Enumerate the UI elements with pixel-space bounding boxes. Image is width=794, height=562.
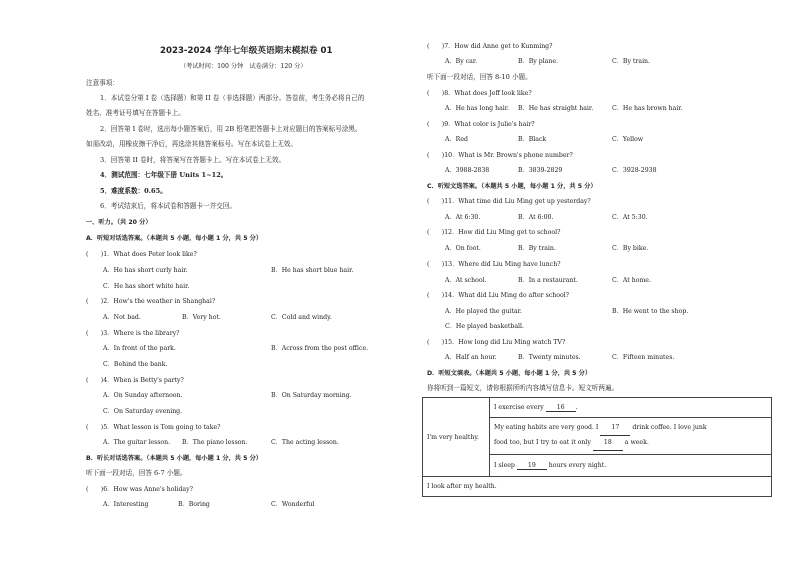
q6-option-a: A．Interesting xyxy=(103,501,149,508)
notice-5: 5．难度系数：0.65。 xyxy=(100,187,167,195)
answer-blank-17[interactable]: 17 xyxy=(600,421,630,436)
q3-option-a: A．In front of the park. xyxy=(103,345,176,352)
question-11: ( )11．What time did Liu Ming get up yesterday? xyxy=(427,198,591,205)
question-8: ( )8．What does Jeff look like? xyxy=(427,90,532,97)
q5-option-a: A．The guitar lesson. xyxy=(103,439,171,446)
section-d-intro: 你将听到一篇短文，请你根据所听内容填写信息卡。短文听两遍。 xyxy=(427,384,619,392)
notice-2-cont: 如需改动，用橡皮擦干净后，再选涂其他答案标号。写在本试卷上无效。 xyxy=(86,140,297,148)
q11-option-b: B．At 6:00. xyxy=(518,214,554,221)
q14-option-a: A．He played the guitar. xyxy=(445,308,522,315)
q4-option-c: C．On Saturday evening. xyxy=(103,408,183,415)
q12-option-a: A．On foot. xyxy=(445,245,481,252)
notice-6: 6．考试结束后，将本试卷和答题卡一并交回。 xyxy=(100,202,237,210)
answer-blank-18[interactable]: 18 xyxy=(593,436,623,451)
q3-option-b: B．Across from the post office. xyxy=(271,345,369,352)
notice-2: 2．回答第 I 卷时，选出每小题答案后，用 2B 铅笔把答题卡上对应题目的答案标号涂黑。 xyxy=(100,125,362,133)
section-b-heading: B．听长对话选答案。（本题共 5 小题，每小题 1 分，共 5 分） xyxy=(86,455,262,462)
q15-option-c: C．Fifteen minutes. xyxy=(612,354,675,361)
notice-4: 4．测试范围：七年级下册 Units 1~12。 xyxy=(100,171,228,179)
q7-option-b: B．By plane. xyxy=(518,58,558,65)
q7-option-c: C．By train. xyxy=(612,58,650,65)
question-6: ( )6．How was Anne's holiday? xyxy=(86,486,193,493)
q7-option-a: A．By car. xyxy=(445,58,478,65)
question-14: ( )14．What did Liu Ming do after school? xyxy=(427,292,569,299)
answer-blank-19[interactable]: 19 xyxy=(517,462,547,470)
q9-option-c: C．Yellow xyxy=(612,136,644,143)
q2-option-b: B．Very hot. xyxy=(182,314,221,321)
question-2: ( )2．How's the weather in Shanghai? xyxy=(86,298,216,305)
table-bottom-cell: I look after my health. xyxy=(423,477,772,497)
table-left-cell: I'm very healthy. xyxy=(423,398,490,477)
notice-1: 1．本试卷分第 I 卷（选择题）和第 II 卷（非选择题）两部分。答卷前，考生务必将自己的 xyxy=(100,94,365,102)
question-10: ( )10．What is Mr. Brown's phone number? xyxy=(427,152,573,159)
q10-option-b: B．3839-2829 xyxy=(518,167,563,174)
question-13: ( )13．Where did Liu Ming have lunch? xyxy=(427,261,561,268)
q10-option-c: C．3928-2938 xyxy=(612,167,657,174)
table-row-exercise: I exercise every 16 . xyxy=(490,398,772,418)
q8-option-c: C．He has brown hair. xyxy=(612,105,683,112)
q14-option-b: B．He went to the shop. xyxy=(612,308,689,315)
section-d-heading: D．听短文填表。（本题共 5 小题，每小题 1 分，共 5 分） xyxy=(427,370,592,377)
q2-option-c: C．Cold and windy. xyxy=(271,314,332,321)
q4-option-b: B．On Saturday morning. xyxy=(271,392,352,399)
q4-option-a: A．On Sunday afternoon. xyxy=(103,392,183,399)
notice-3: 3．回答第 II 卷时，将答案写在答题卡上。写在本试卷上无效。 xyxy=(100,156,286,164)
question-15: ( )15．How long did Liu Ming watch TV? xyxy=(427,339,566,346)
notice-1-cont: 姓名、准考证号填写在答题卡上。 xyxy=(86,109,185,117)
q13-option-a: A．At school. xyxy=(445,277,487,284)
q2-option-a: A．Not bad. xyxy=(103,314,141,321)
section-c-heading: C．听短文选答案。（本题共 5 小题，每小题 1 分，共 5 分） xyxy=(427,183,597,190)
q6-option-c: C．Wonderful xyxy=(271,501,315,508)
q1-option-a: A．He has short curly hair. xyxy=(103,267,188,274)
q15-option-a: A．Half an hour. xyxy=(445,354,497,361)
q12-option-b: B．By train. xyxy=(518,245,556,252)
section-b-intro-2: 听下面一段对话，回答 8-10 小题。 xyxy=(427,73,532,81)
q11-option-c: C．At 5:30. xyxy=(612,214,648,221)
table-row-sleep: I sleep 19 hours every night. xyxy=(490,455,772,477)
q6-option-b: B．Boring xyxy=(178,501,210,508)
q14-option-c: C．He played basketball. xyxy=(445,323,524,330)
question-1: ( )1．What does Peter look like? xyxy=(86,251,197,258)
answer-blank-16[interactable]: 16 xyxy=(546,404,576,412)
question-3: ( )3．Where is the library? xyxy=(86,330,180,337)
q15-option-b: B．Twenty minutes. xyxy=(518,354,581,361)
q5-option-c: C．The acting lesson. xyxy=(271,439,339,446)
q1-option-c: C．He has short white hair. xyxy=(103,283,190,290)
question-12: ( )12．How did Liu Ming get to school? xyxy=(427,229,561,236)
exam-info: （考试时间：100 分钟 试卷满分：120 分） xyxy=(180,63,307,70)
q8-option-b: B．He has straight hair. xyxy=(518,105,594,112)
section-a-heading: A．听短对话选答案。（本题共 5 小题，每小题 1 分，共 5 分） xyxy=(86,235,263,242)
question-7: ( )7．How did Anne get to Kunming? xyxy=(427,43,553,50)
q9-option-b: B．Black xyxy=(518,136,547,143)
q8-option-a: A．He has long hair. xyxy=(445,105,510,112)
q9-option-a: A．Red xyxy=(445,136,468,143)
q3-option-c: C．Behind the bank. xyxy=(103,361,168,368)
table-row-eating: My eating habits are very good. I 17 drink coffee. I love junk food too, but I try to eat it only 18 a week. xyxy=(490,418,772,455)
question-5: ( )5．What lesson is Tom going to take? xyxy=(86,424,221,431)
part-1-heading: 一、听力。（共 20 分） xyxy=(86,219,152,226)
notice-heading: 注意事项： xyxy=(86,79,119,87)
section-b-intro-1: 听下面一段对话，回答 6-7 小题。 xyxy=(86,469,187,477)
question-4: ( )4．When is Betty's party? xyxy=(86,377,184,384)
question-9: ( )9．What color is Julie's hair? xyxy=(427,121,535,128)
q13-option-b: B．In a restaurant. xyxy=(518,277,578,284)
page-title: 2023-2024 学年七年级英语期末模拟卷 01 xyxy=(160,46,333,56)
q13-option-c: C．At home. xyxy=(612,277,651,284)
info-card-table xyxy=(422,397,772,497)
q1-option-b: B．He has short blue hair. xyxy=(271,267,354,274)
q11-option-a: A．At 6:30. xyxy=(445,214,481,221)
q10-option-a: A．3988-2838 xyxy=(445,167,490,174)
q5-option-b: B．The piano lesson. xyxy=(182,439,248,446)
q12-option-c: C．By bike. xyxy=(612,245,649,252)
